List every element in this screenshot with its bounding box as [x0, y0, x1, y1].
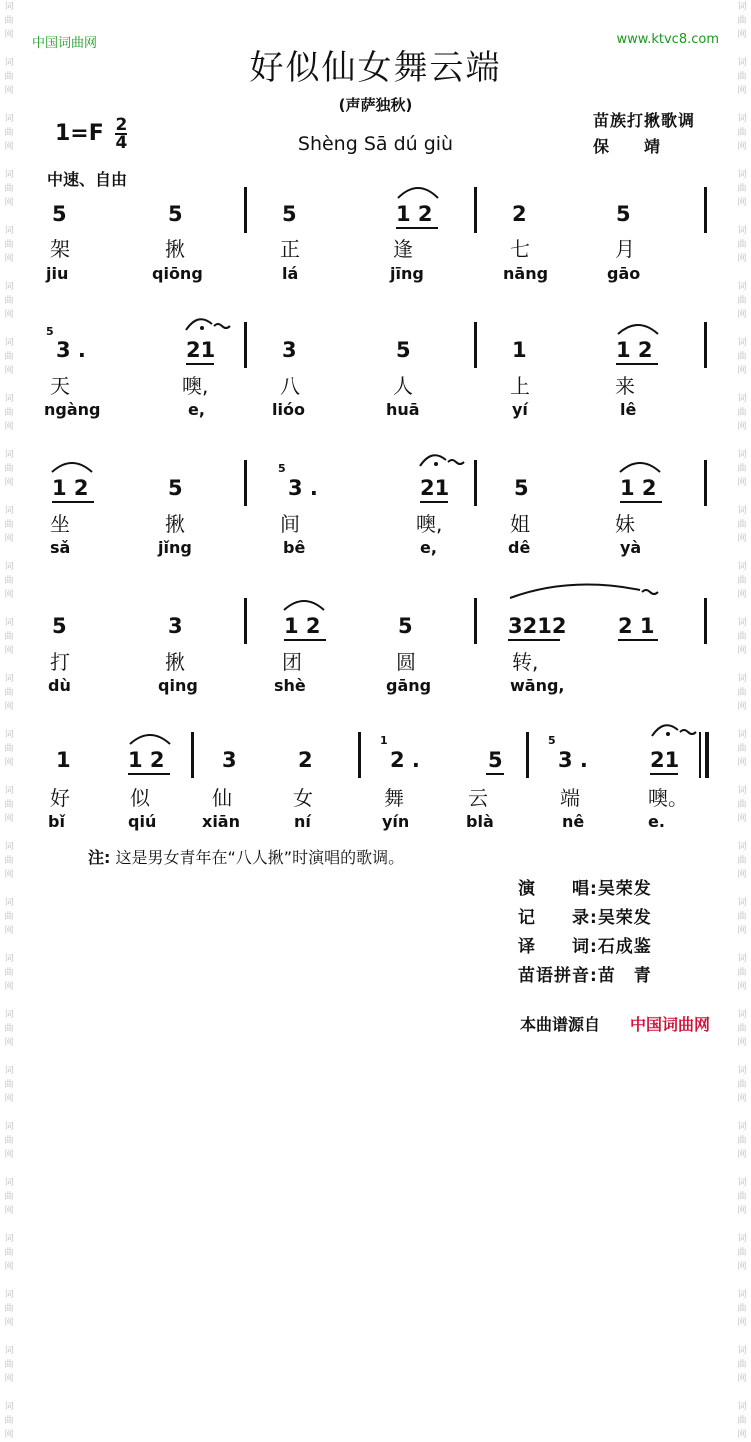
lyric: 逢: [393, 237, 413, 261]
lyric: 妹: [615, 512, 635, 536]
lyric: 月: [615, 237, 635, 261]
lyric: 揪: [165, 650, 185, 674]
note: 5: [168, 476, 183, 500]
grace-note: 1: [380, 734, 388, 747]
pinyin: jiu: [46, 264, 69, 283]
pinyin: jīng: [390, 264, 424, 283]
footnote-label: 注:: [88, 848, 111, 867]
note: 5: [396, 338, 411, 362]
lyric: 仙: [212, 786, 232, 810]
lyric: 噢,: [182, 374, 209, 398]
slur: [130, 735, 170, 744]
pinyin: qiú: [128, 812, 157, 831]
note: 2 1: [618, 614, 655, 638]
pinyin: lê: [620, 400, 637, 419]
pinyin: blà: [466, 812, 494, 831]
note: 1 2: [284, 614, 321, 638]
slur: [620, 463, 660, 472]
note: 1: [512, 338, 527, 362]
left-watermark: 词 曲 网 词 曲 网 词 曲 网 词 曲 网 词 曲 网 词 曲 网 词 曲 网 词 曲 网 词 曲 网 词 曲 网 词 曲 网 词 曲 网 词 曲 网 词 曲 网 词 曲 网 词 曲 网 词 曲 网 词 曲 网 词 曲 网 词 曲 网 词 曲 网 词 曲 网 词 曲 网 词 曲 网 词 曲 网 词 曲 网: [4, 2, 14, 1440]
note: 3212: [508, 614, 567, 638]
pinyin: yà: [620, 538, 642, 557]
pinyin: nāng: [503, 264, 549, 283]
time-bottom: 4: [115, 133, 128, 153]
credit-role: 演 唱:: [518, 879, 598, 899]
fermata: [186, 319, 212, 330]
trill: [680, 730, 696, 734]
note: 21: [420, 476, 450, 500]
note: 2: [298, 748, 313, 772]
note: 5: [52, 202, 67, 226]
lyric: 姐: [510, 512, 530, 536]
lyric: 八: [280, 374, 300, 398]
fermata-dot: [434, 462, 438, 466]
key-label: 1=F: [55, 121, 104, 146]
lyric: 七: [510, 237, 530, 261]
pinyin: yí: [512, 400, 528, 419]
note: 1 2: [616, 338, 653, 362]
credit-name: 石成鉴: [597, 937, 652, 957]
note: 3 .: [288, 476, 318, 500]
lyric: 噢。: [648, 786, 688, 810]
pinyin: dù: [48, 676, 71, 695]
note: 3 .: [558, 748, 588, 772]
pinyin: yín: [382, 812, 410, 831]
source-label: 本曲谱源自: [520, 1015, 601, 1034]
pinyin: shè: [274, 676, 306, 695]
pinyin: e,: [420, 538, 437, 557]
grace-note: 5: [46, 325, 54, 338]
site-url-right[interactable]: www.ktvc8.com: [616, 32, 719, 47]
note: 21: [186, 338, 216, 362]
pinyin: e,: [188, 400, 205, 419]
note: 2 .: [390, 748, 420, 772]
pinyin: bê: [283, 538, 306, 557]
lyric: 端: [560, 786, 580, 810]
lyric: 噢,: [416, 512, 443, 536]
pinyin: ní: [294, 812, 311, 831]
grace-note: 5: [278, 462, 286, 475]
song-subtitle-pinyin: Shèng Sā dú giù: [297, 133, 454, 155]
credit-translator: [518, 932, 652, 957]
trill: [642, 590, 658, 594]
note: 1 2: [396, 202, 433, 226]
note: 2: [512, 202, 527, 226]
pinyin: sǎ: [50, 538, 71, 557]
lyric: 打: [50, 650, 70, 674]
lyric: 正: [280, 237, 300, 261]
note: 1 2: [620, 476, 657, 500]
note: 5: [488, 748, 503, 772]
lyric: 转,: [512, 650, 539, 674]
note: 1 2: [52, 476, 89, 500]
lyric: 圆: [396, 650, 416, 674]
tune-origin: 苗族打揪歌调: [593, 111, 696, 130]
note: 3 .: [56, 338, 86, 362]
slur: [284, 601, 324, 610]
note: 5: [168, 202, 183, 226]
right-watermark: 词 曲 网 词 曲 网 词 曲 网 词 曲 网 词 曲 网 词 曲 网 词 曲 网 词 曲 网 词 曲 网 词 曲 网 词 曲 网 词 曲 网 词 曲 网 词 曲 网 词 曲 网 词 曲 网 词 曲 网 词 曲 网 词 曲 网 词 曲 网 词 曲 网 词 曲 网 词 曲 网 词 曲 网 词 曲 网 词 曲 网: [737, 2, 747, 1440]
lyric: 云: [468, 786, 488, 810]
lyric: 女: [293, 786, 313, 810]
arranger: 保 靖: [593, 137, 662, 156]
time-top: 2: [115, 115, 128, 135]
song-subtitle: (声萨独秋): [338, 96, 413, 114]
pinyin: gāng: [386, 676, 432, 695]
lyric: 团: [282, 650, 302, 674]
slur: [618, 325, 658, 334]
pinyin: gāo: [607, 264, 641, 283]
lyric: 上: [510, 374, 530, 398]
note: 5: [514, 476, 529, 500]
site-name-left[interactable]: 中国词曲网: [32, 36, 98, 51]
slur: [510, 585, 640, 598]
pinyin: dê: [508, 538, 531, 557]
note: 3: [168, 614, 183, 638]
pinyin: qing: [158, 676, 198, 695]
pinyin: bǐ: [48, 812, 65, 831]
credit-pinyin: [518, 961, 652, 986]
pinyin: jǐng: [158, 538, 192, 557]
lyric: 架: [50, 237, 70, 261]
note: 1 2: [128, 748, 165, 772]
pinyin: lá: [282, 264, 299, 283]
pinyin: wāng,: [510, 676, 565, 695]
fermata: [420, 455, 446, 466]
lyric: 人: [393, 374, 413, 398]
grace-note: 5: [548, 734, 556, 747]
note: 5: [398, 614, 413, 638]
fermata-dot: [200, 326, 204, 330]
trill: [214, 324, 230, 328]
credit-name: 吴荣发: [597, 879, 652, 899]
pinyin: ngàng: [44, 400, 101, 419]
pinyin: huā: [386, 400, 420, 419]
source-site-link[interactable]: 中国词曲网: [630, 1015, 711, 1034]
note: 21: [650, 748, 680, 772]
pinyin: xiān: [202, 812, 240, 831]
song-title: 好似仙女舞云端: [249, 48, 502, 88]
note: 5: [282, 202, 297, 226]
credit-name: 苗 青: [597, 966, 652, 986]
lyric: 来: [615, 374, 635, 398]
trill: [448, 460, 464, 464]
lyric: 天: [50, 374, 70, 398]
footnote: [88, 845, 404, 868]
credit-recorder: [518, 903, 652, 928]
credit-role: 记 录:: [518, 908, 598, 928]
fermata: [652, 725, 678, 736]
note: 3: [222, 748, 237, 772]
credit-name: 吴荣发: [597, 908, 652, 928]
footnote-text: 这是男女青年在“八人揪”时演唱的歌调。: [115, 848, 405, 867]
lyric: 坐: [50, 512, 70, 536]
credit-role: 苗语拼音:: [518, 966, 598, 986]
note: 5: [52, 614, 67, 638]
credit-singer: [518, 874, 652, 899]
note: 3: [282, 338, 297, 362]
slur: [398, 188, 438, 198]
note: 5: [616, 202, 631, 226]
pinyin: e.: [648, 812, 665, 831]
lyric: 揪: [165, 237, 185, 261]
lyric: 似: [130, 786, 150, 810]
pinyin: lióo: [272, 400, 305, 419]
lyric: 好: [50, 786, 70, 810]
lyric: 间: [280, 512, 300, 536]
credit-role: 译 词:: [518, 937, 598, 957]
pinyin: qiōng: [152, 264, 203, 283]
tempo-marking: 中速、自由: [47, 170, 128, 189]
note: 1: [56, 748, 71, 772]
pinyin: nê: [562, 812, 585, 831]
fermata-dot: [666, 732, 670, 736]
lyric: 舞: [384, 786, 404, 810]
slur: [52, 463, 92, 472]
lyric: 揪: [165, 512, 185, 536]
